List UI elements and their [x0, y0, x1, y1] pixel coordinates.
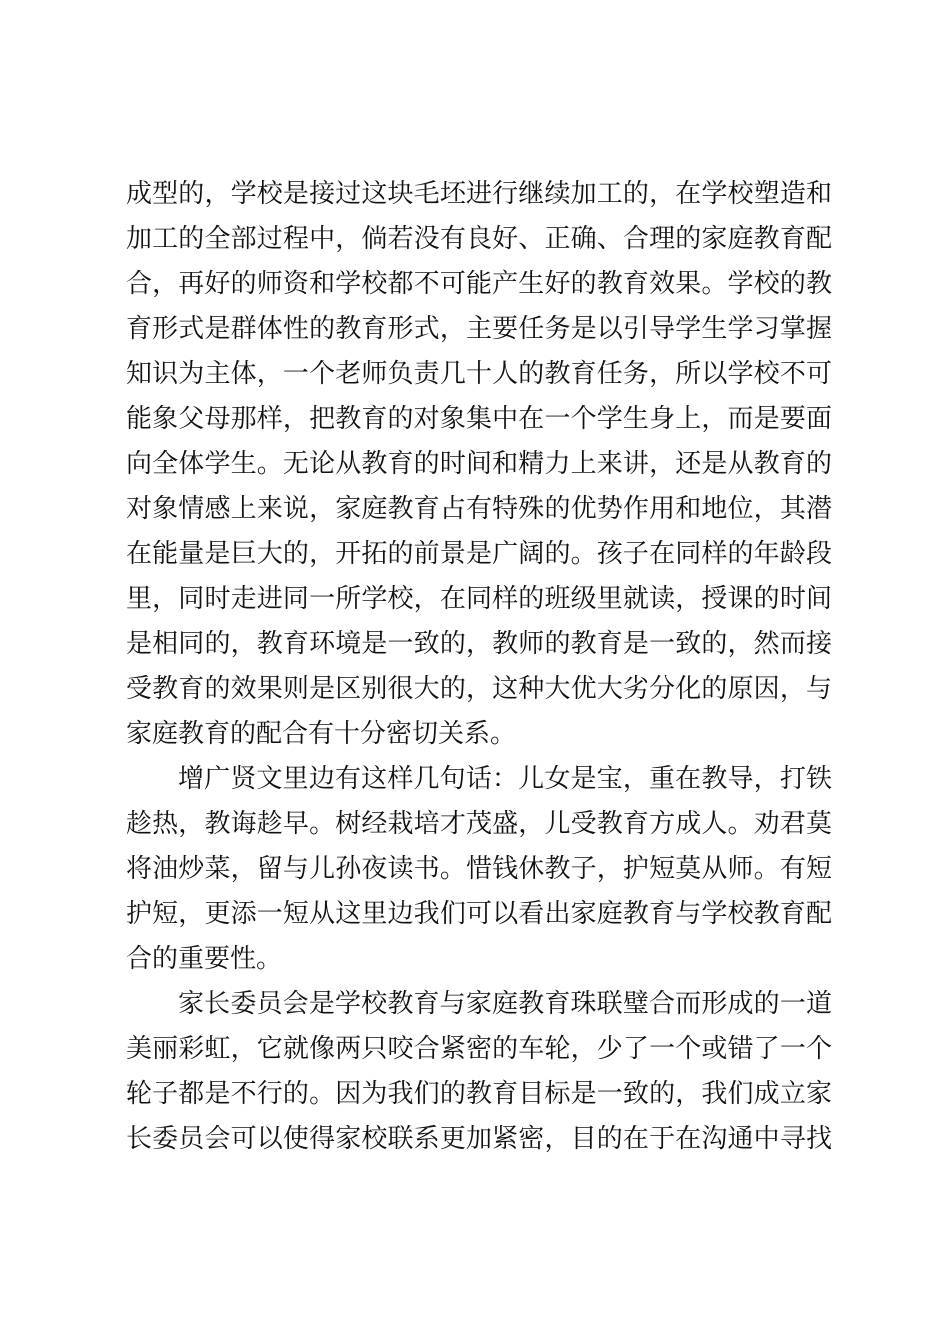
- text-line: 合，再好的师资和学校都不可能产生好的教育效果。学校的教: [126, 269, 832, 299]
- text-line: 合的重要性。: [126, 944, 283, 974]
- text-line: 长委员会可以使得家校联系更加紧密，目的在于在沟通中寻找: [126, 1124, 832, 1154]
- paragraph-1: [126, 172, 832, 757]
- text-line: 育形式是群体性的教育形式，主要任务是以引导学生学习掌握: [126, 314, 832, 344]
- document-body: [126, 172, 832, 1162]
- text-line: 是相同的，教育环境是一致的，教师的教育是一致的，然而接: [126, 629, 832, 659]
- text-line: 家长委员会是学校教育与家庭教育珠联璧合而形成的一道: [178, 989, 832, 1019]
- text-line: 加工的全部过程中，倘若没有良好、正确、合理的家庭教育配: [126, 224, 832, 254]
- text-line: 美丽彩虹，它就像两只咬合紧密的车轮，少了一个或错了一个: [126, 1034, 832, 1064]
- paragraph-2: [126, 757, 832, 982]
- text-line: 将油炒菜，留与儿孙夜读书。惜钱休教子，护短莫从师。有短: [126, 854, 832, 884]
- text-line: 里，同时走进同一所学校，在同样的班级里就读，授课的时间: [126, 584, 832, 614]
- paragraph-3: [126, 982, 832, 1162]
- text-line: 在能量是巨大的，开拓的前景是广阔的。孩子在同样的年龄段: [126, 539, 832, 569]
- text-line: 趁热，教诲趁早。树经栽培才茂盛，儿受教育方成人。劝君莫: [126, 809, 832, 839]
- text-line: 轮子都是不行的。因为我们的教育目标是一致的，我们成立家: [126, 1079, 832, 1109]
- text-line: 受教育的效果则是区别很大的，这种大优大劣分化的原因，与: [126, 674, 832, 704]
- text-line: 能象父母那样，把教育的对象集中在一个学生身上，而是要面: [126, 404, 832, 434]
- text-line: 家庭教育的配合有十分密切关系。: [126, 719, 517, 749]
- text-line: 向全体学生。无论从教育的时间和精力上来讲，还是从教育的: [126, 449, 832, 479]
- text-line: 对象情感上来说，家庭教育占有特殊的优势作用和地位，其潜: [126, 494, 832, 524]
- text-line: 知识为主体，一个老师负责几十人的教育任务，所以学校不可: [126, 359, 832, 389]
- text-line: 护短，更添一短从这里边我们可以看出家庭教育与学校教育配: [126, 899, 832, 929]
- text-line: 增广贤文里边有这样几句话：儿女是宝，重在教导，打铁: [178, 764, 832, 794]
- text-line: 成型的，学校是接过这块毛坯进行继续加工的，在学校塑造和: [126, 179, 832, 209]
